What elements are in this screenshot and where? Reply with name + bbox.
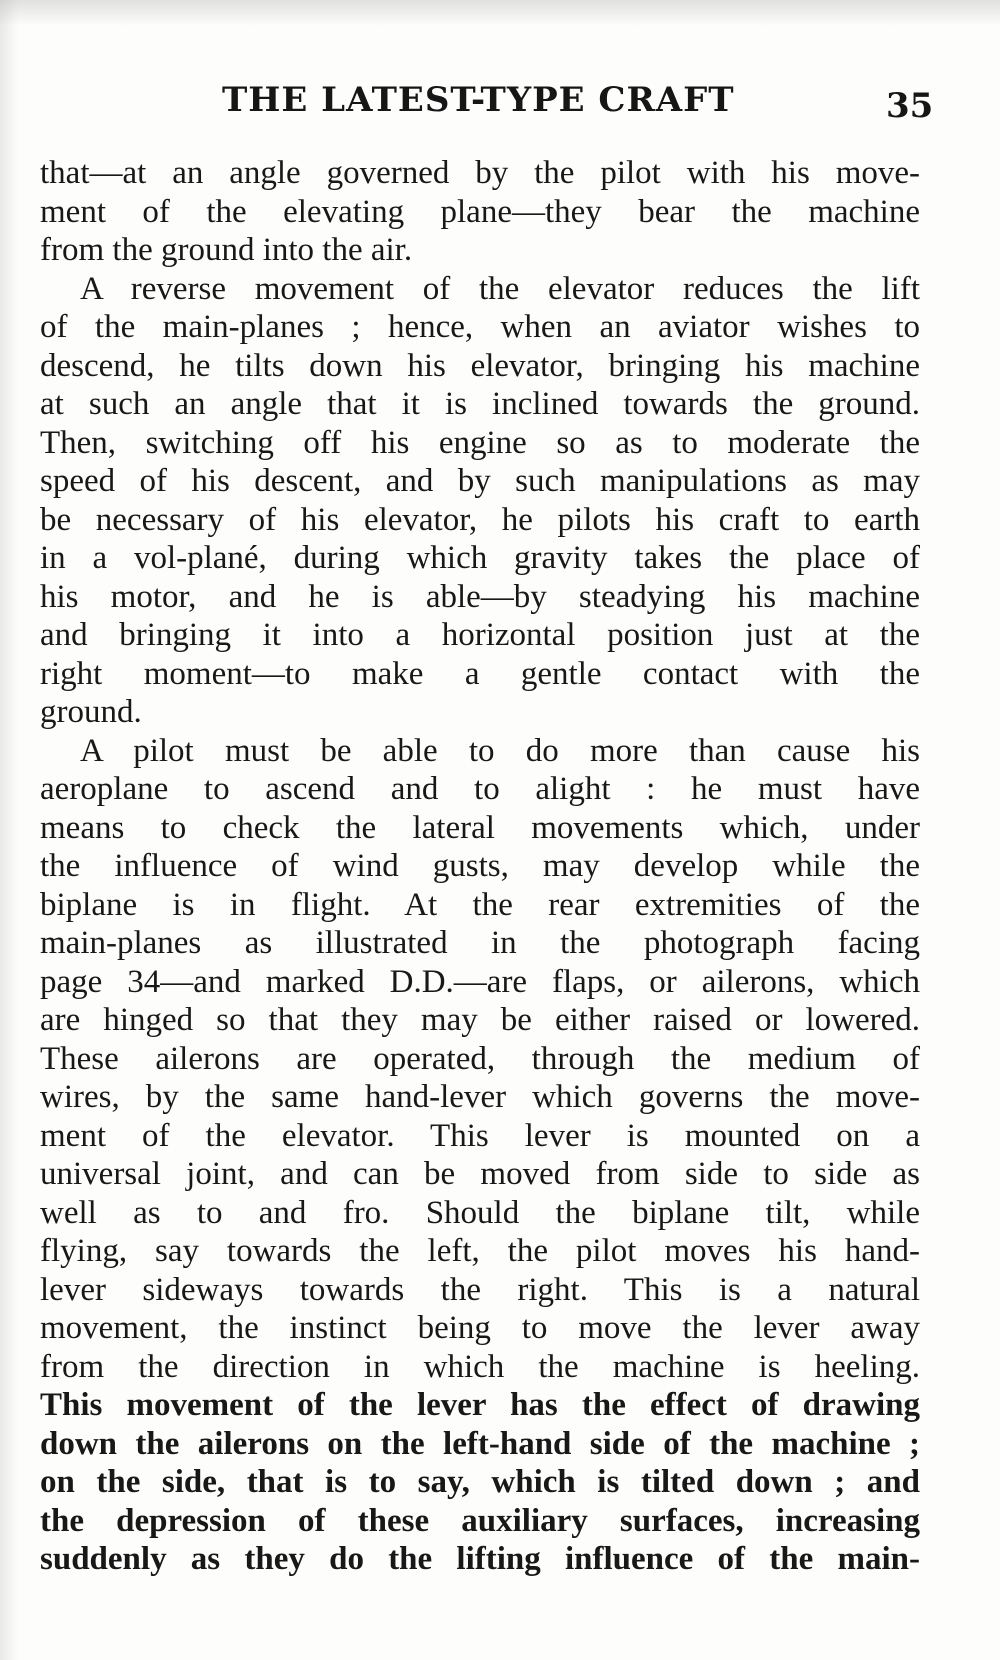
text-line: down the ailerons on the left-hand side of the machine ; xyxy=(40,1425,920,1462)
text-line: in a vol-plané, during which gravity takes the place of xyxy=(40,540,920,576)
text-line: right moment—to make a gentle contact with the xyxy=(40,655,920,692)
text-line: speed of his descent, and by such manipulations as may xyxy=(40,463,920,499)
text-line: aeroplane to ascend and to alight : he must have xyxy=(40,771,920,807)
text-line: wires, by the same hand-lever which governs the move- xyxy=(40,1079,920,1115)
text-line: at such an angle that it is inclined towards the ground. xyxy=(40,386,920,422)
text-line: be necessary of his elevator, he pilots his craft to earth xyxy=(40,501,920,538)
text-line: the depression of these auxiliary surfaces, increasing xyxy=(40,1502,920,1539)
page-number: 35 xyxy=(886,86,934,126)
text-line: lever sideways towards the right. This is a natural xyxy=(40,1271,920,1308)
text-line: of the main-planes ; hence, when an aviator wishes to xyxy=(40,309,920,345)
text-line: These ailerons are operated, through the medium of xyxy=(40,1040,920,1077)
text-line: page 34—and marked D.D.—are flaps, or ailerons, which xyxy=(40,963,920,1000)
text-line: his motor, and he is able—by steadying his machine xyxy=(40,578,920,615)
text-line: that—at an angle governed by the pilot with his move- xyxy=(40,155,920,191)
body-text xyxy=(40,154,920,1579)
text-line: are hinged so that they may be either raised or lowered. xyxy=(40,1002,920,1038)
text-line: A pilot must be able to do more than cause his xyxy=(80,732,920,769)
text-line: flying, say towards the left, the pilot moves his hand- xyxy=(40,1233,920,1269)
text-line: ground. xyxy=(40,694,142,730)
text-line: A reverse movement of the elevator reduces the lift xyxy=(80,270,920,307)
text-line: Then, switching off his engine so as to moderate the xyxy=(40,424,920,461)
text-line: the influence of wind gusts, may develop while the xyxy=(40,848,920,884)
text-line: This movement of the lever has the effect of drawing xyxy=(40,1387,920,1423)
text-line: well as to and fro. Should the biplane tilt, while xyxy=(40,1194,920,1231)
text-line: ment of the elevator. This lever is mounted on a xyxy=(40,1117,920,1154)
text-line: main-planes as illustrated in the photograph facing xyxy=(40,925,920,961)
running-head xyxy=(0,80,1000,130)
text-line: from the direction in which the machine is heeling. xyxy=(40,1348,920,1385)
text-line: movement, the instinct being to move the lever away xyxy=(40,1310,920,1346)
text-line: from the ground into the air. xyxy=(40,232,413,268)
text-line: biplane is in flight. At the rear extremities of the xyxy=(40,886,920,923)
text-line: suddenly as they do the lifting influence of the main- xyxy=(40,1541,920,1577)
running-title: THE LATEST-TYPE CRAFT xyxy=(222,80,735,120)
text-line: universal joint, and can be moved from side to side as xyxy=(40,1156,920,1192)
text-line: descend, he tilts down his elevator, bringing his machine xyxy=(40,347,920,384)
text-line: and bringing it into a horizontal position just at the xyxy=(40,617,920,653)
text-line: on the side, that is to say, which is tilted down ; and xyxy=(40,1464,920,1500)
text-line: ment of the elevating plane—they bear the machine xyxy=(40,193,920,230)
text-line: means to check the lateral movements which, under xyxy=(40,809,920,846)
